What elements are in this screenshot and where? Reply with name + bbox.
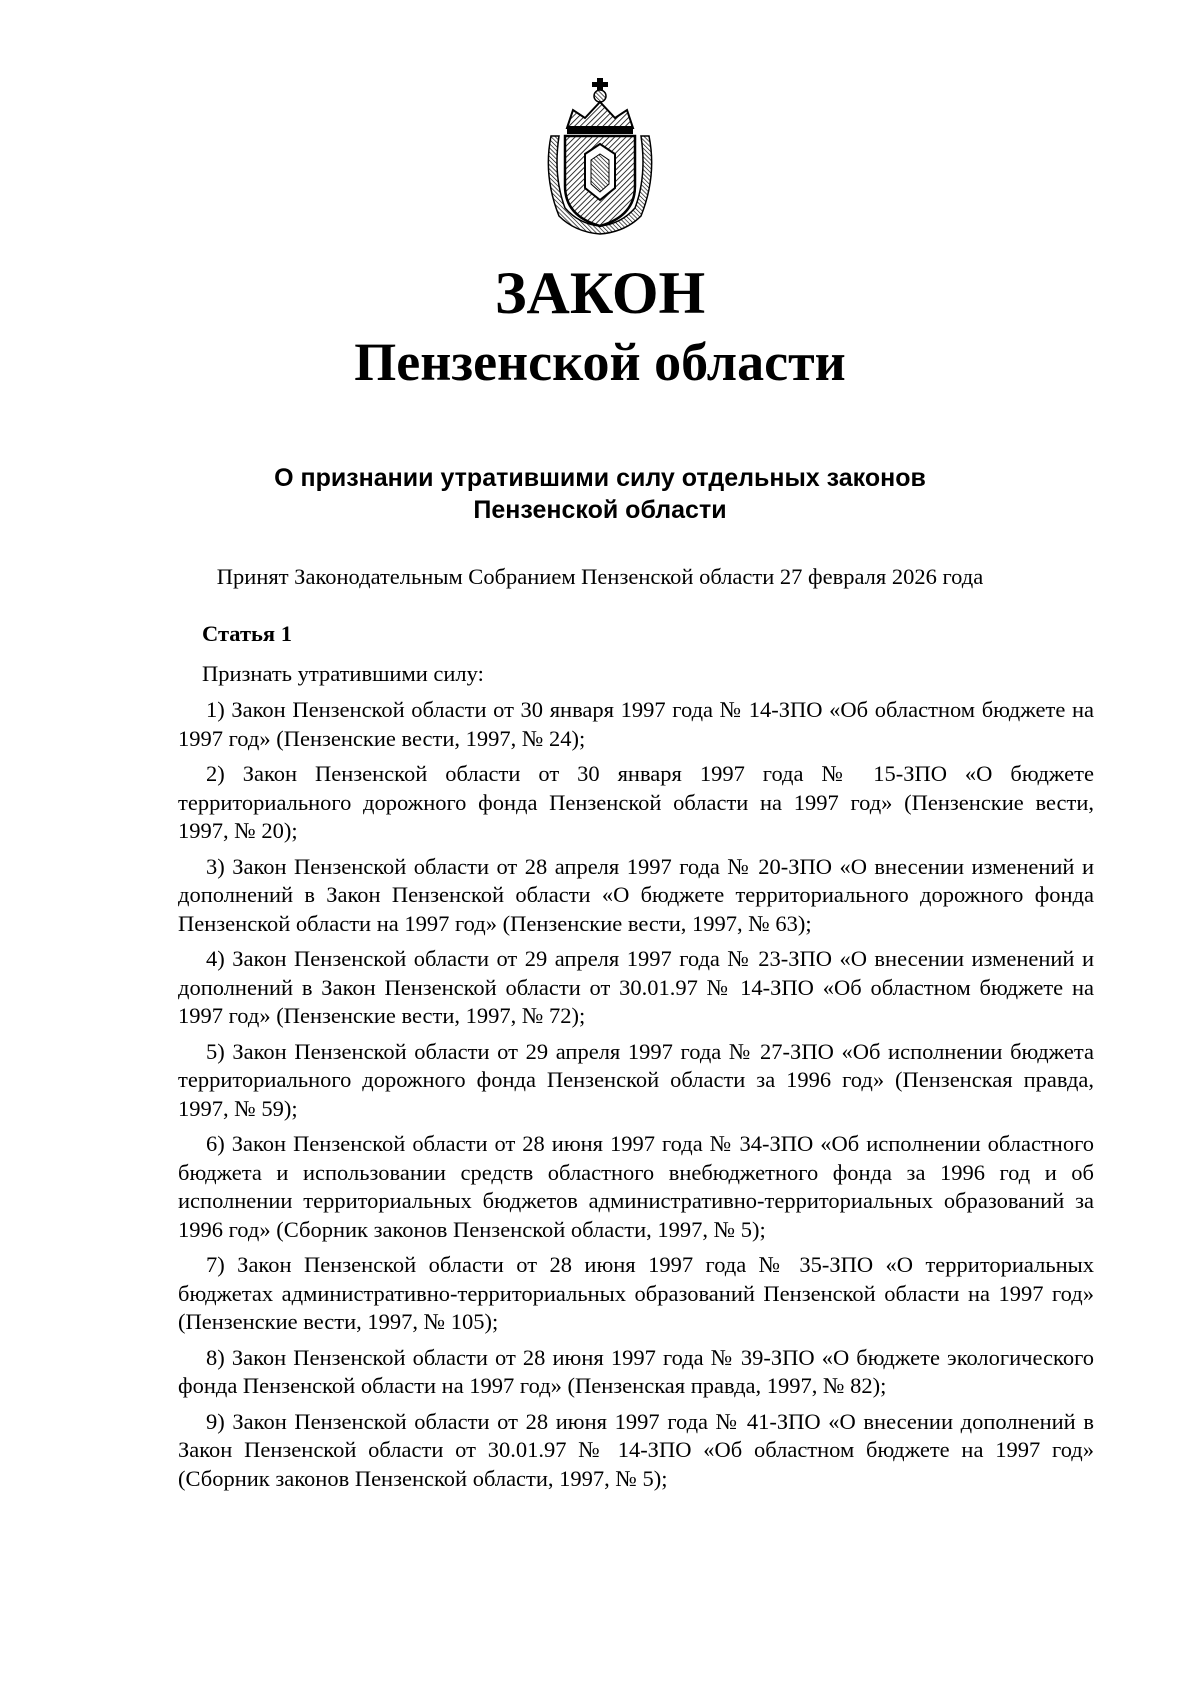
coat-of-arms-icon xyxy=(545,76,655,236)
document-title: ЗАКОН xyxy=(494,260,706,326)
list-item: 2) Закон Пензенской области от 30 января 1997 года № 15-ЗПО «О бюджете территориального дорожного фонда Пензенской области на 1997 год» (Пензенские вести, 1997, № 20); xyxy=(178,761,1094,843)
law-title-line-1: О признании утратившими силу отдельных законов xyxy=(274,464,926,492)
list-item: 5) Закон Пензенской области от 29 апреля 1997 года № 27-ЗПО «Об исполнении бюджета территориального дорожного фонда Пензенской области за 1996 год» (Пензенская правда, 1997, № 59); xyxy=(178,1038,1094,1121)
list-item: 6) Закон Пензенской области от 28 июня 1997 года № 34-ЗПО «Об исполнении областного бюджета и использовании средств областного внебюджетного фонда за 1996 год и об исполнении территориальных бюджетов административно-территориальных образований за 1996 год» (Сборник законов Пензенской области, 1997, № 5); xyxy=(178,1131,1094,1242)
adoption-statement: Принят Законодательным Собранием Пензенской области 27 февраля 2026 года xyxy=(216,564,984,589)
list-item: 8) Закон Пензенской области от 28 июня 1997 года № 39-ЗПО «О бюджете экологического фонда Пензенской области на 1997 год» (Пензенская правда, 1997, № 82); xyxy=(178,1344,1094,1398)
article-1 xyxy=(178,620,1094,1500)
article-intro: Признать утратившими силу: xyxy=(202,660,484,686)
law-title-line-2: Пензенской области xyxy=(473,496,727,524)
article-heading: Статья 1 xyxy=(202,621,292,646)
list-item: 3) Закон Пензенской области от 28 апреля 1997 года № 20-ЗПО «О внесении изменений и дополнений в Закон Пензенской области «О бюджете территориального дорожного фонда Пензенской области на 1997 год» (Пензенские вести, 1997, № 63); xyxy=(178,853,1094,936)
document-subtitle: Пензенской области xyxy=(354,332,846,392)
list-item: 4) Закон Пензенской области от 29 апреля 1997 года № 23-ЗПО «О внесении изменений и дополнений в Закон Пензенской области от 30.01.97 № 14-ЗПО «Об областном бюджете на 1997 год» (Пензенские вести, 1997, № 72); xyxy=(178,946,1094,1028)
law-title xyxy=(150,462,1050,526)
list-item: 9) Закон Пензенской области от 28 июня 1997 года № 41-ЗПО «О внесении дополнений в Закон Пензенской области от 30.01.97 № 14-ЗПО «Об областном бюджете на 1997 год» (Сборник законов Пензенской области, 1997, № 5); xyxy=(178,1408,1094,1491)
list-item: 1) Закон Пензенской области от 30 января 1997 года № 14-ЗПО «Об областном бюджете на 1997 год» (Пензенские вести, 1997, № 24); xyxy=(178,697,1094,751)
repealed-laws-list xyxy=(178,696,1094,1493)
list-item: 7) Закон Пензенской области от 28 июня 1997 года № 35-ЗПО «О территориальных бюджетах административно-территориальных образований Пензенской области на 1997 год» (Пензенские вести, 1997, № 105); xyxy=(178,1252,1094,1334)
